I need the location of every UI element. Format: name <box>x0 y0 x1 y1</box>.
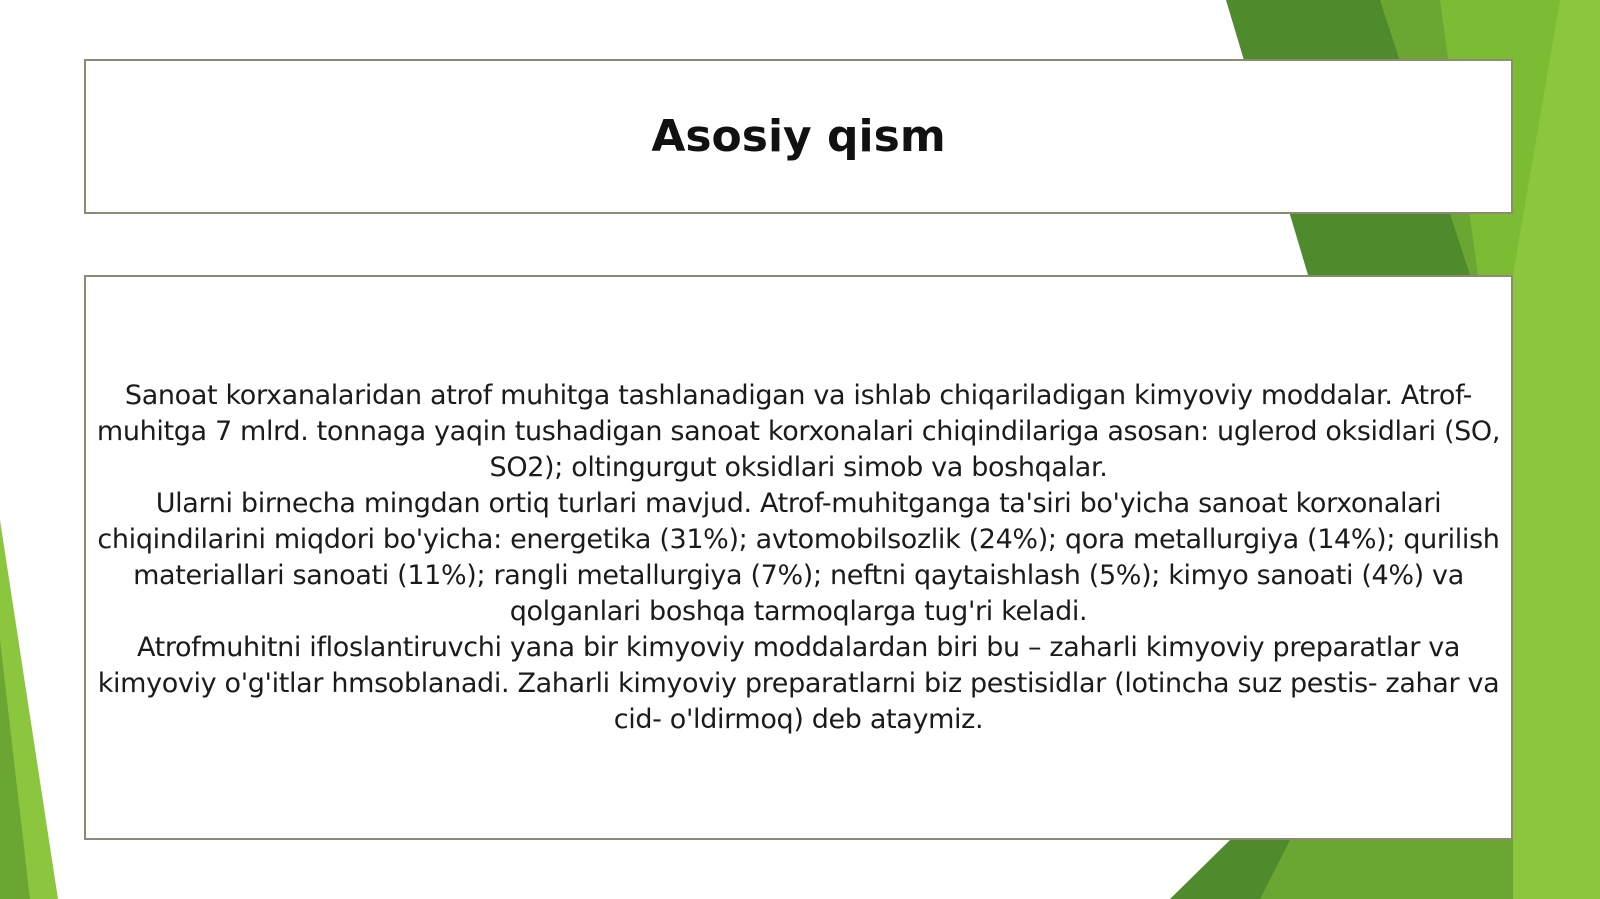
content-box <box>84 275 1513 840</box>
paragraph-1: Sanoat korxanalaridan atrof muhitga tashlanadigan va ishlab chiqariladigan kimyoviy moddalar. Atrof-muhitga 7 mlrd. tonnaga yaqin tushadigan sanoat korxonalari chiqindilariga asosan: uglerod oksidlari (SO, SO2); oltingurgut oksidlari simob va boshqalar. <box>96 379 1501 483</box>
paragraph-2: Ularni birnecha mingdan ortiq turlari mavjud. Atrof-muhitganga ta'siri bo'yicha sanoat korxonalari chiqindilarini miqdori bo'yicha: energetika (31%); avtomobilsozlik (24%); qora metallurgiya (14%); qurilish materiallari sanoati (11%); rangli metallurgiya (7%); neftni qaytaishlash (5%); kimyo sanoati (4%) va qolganlari boshqa tarmoqlarga tug'ri keladi. <box>97 487 1500 627</box>
paragraph-3: Atrofmuhitni ifloslantiruvchi yana bir kimyoviy moddalardan biri bu – zaharli kimyoviy preparatlar va kimyoviy o'g'itlar hmsoblanadi. Zaharli kimyoviy preparatlarni biz pestisidlar (lotincha suz pestis- zahar va cid- o'ldirmoq) deb ataymiz. <box>97 631 1500 735</box>
slide-title: Asosiy qism <box>651 111 946 162</box>
title-box <box>84 59 1513 214</box>
green-facet-bottom-mid <box>1260 840 1513 899</box>
content-text <box>94 378 1503 738</box>
